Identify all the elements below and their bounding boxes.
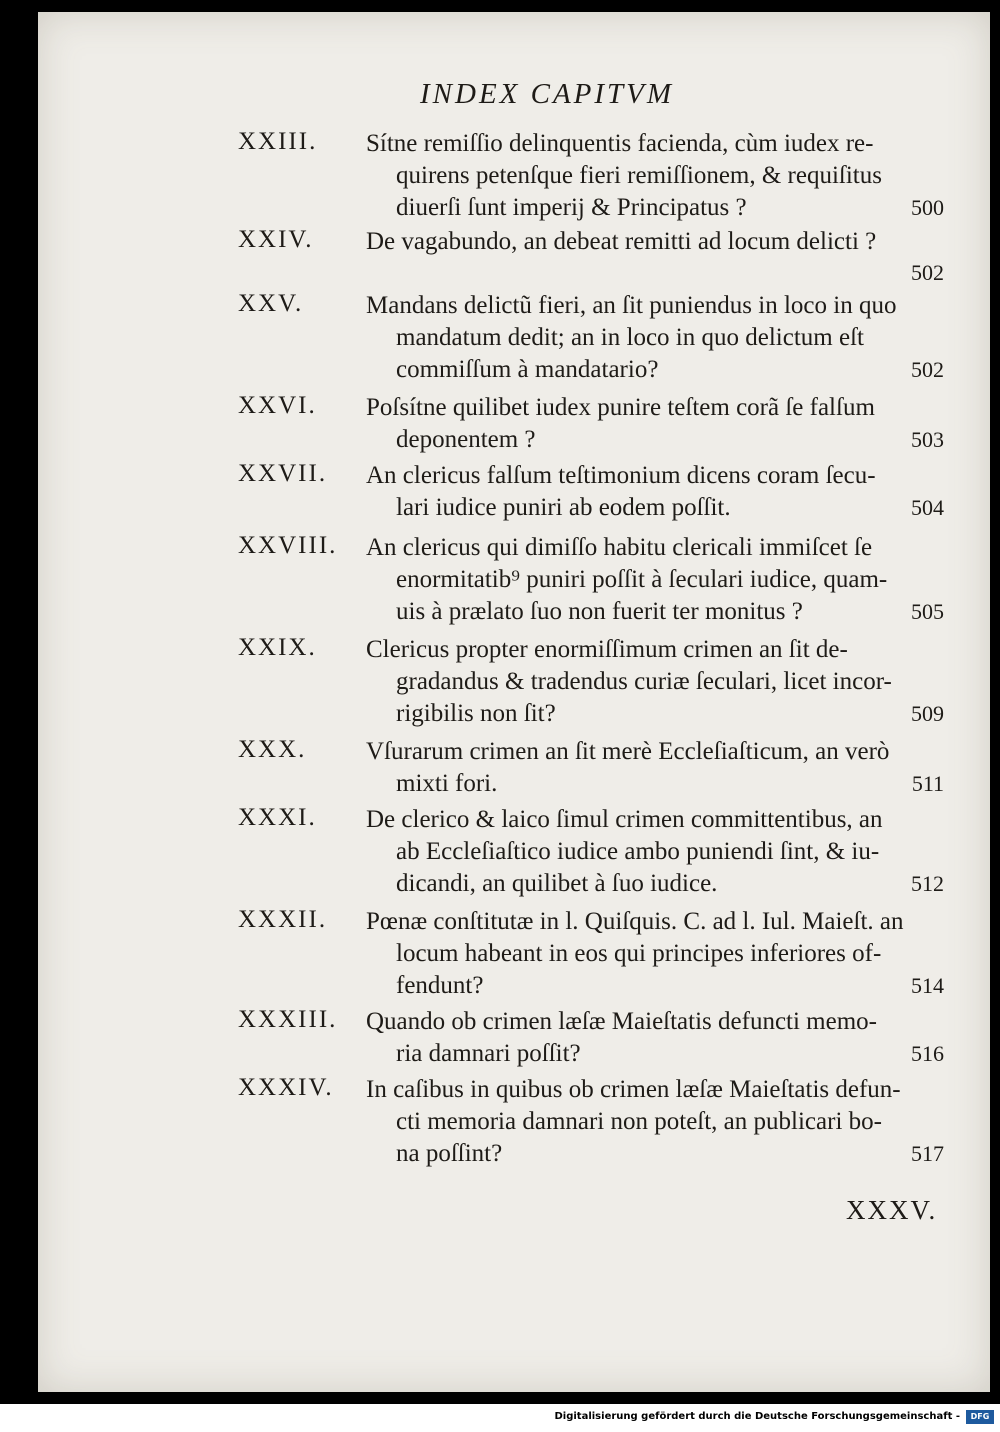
- chapter-number: XXVII.: [238, 460, 328, 487]
- page-reference: 511: [911, 771, 944, 796]
- entry-line: [238, 634, 948, 666]
- entry-text: In caſibus in quibus ob crimen læſæ Maieſtatis defun-: [366, 1076, 901, 1103]
- page-reference: 502: [911, 260, 944, 285]
- entry-line: [238, 192, 948, 224]
- page-reference: 503: [911, 427, 944, 452]
- index-entry: [238, 1074, 948, 1170]
- entry-text: na poſſint?: [396, 1140, 503, 1167]
- entry-text: quirens petenſque fieri remiſſionem, & requiſitus: [396, 162, 882, 189]
- entry-text: enormitatib⁹ puniri poſſit à ſeculari iudice, quam-: [396, 566, 888, 593]
- catchword: XXXV.: [846, 1195, 938, 1225]
- page-reference: 512: [911, 871, 944, 896]
- entry-line: [238, 906, 948, 938]
- dfg-logo-icon: DFG: [966, 1410, 994, 1424]
- page-reference: 502: [911, 357, 944, 382]
- index-entry: [238, 906, 948, 1002]
- entry-line: [238, 970, 948, 1002]
- entry-text: deponentem ?: [396, 426, 536, 453]
- running-header: INDEX CAPITVM: [420, 78, 675, 110]
- entry-line: [238, 1074, 948, 1106]
- entry-line: [238, 768, 948, 800]
- entry-line: [238, 564, 948, 596]
- entry-text: gradandus & tradendus curiæ ſeculari, licet incor-: [396, 668, 892, 695]
- index-entry: [238, 634, 948, 730]
- entry-line: [238, 354, 948, 386]
- index-entry: [238, 392, 948, 456]
- chapter-number: XXV.: [238, 290, 304, 317]
- entry-line: [238, 938, 948, 970]
- entry-text: An clericus qui dimiſſo habitu clericali immiſcet ſe: [366, 534, 873, 561]
- entry-text: Clericus propter enormiſſimum crimen an ſit de-: [366, 636, 848, 663]
- page-reference: 505: [911, 599, 944, 624]
- entry-line: [238, 424, 948, 456]
- index-entry: [238, 804, 948, 900]
- entry-text: Sítne remiſſio delinquentis facienda, cùm iudex re-: [366, 130, 874, 157]
- index-entry: [238, 1006, 948, 1070]
- entry-text: mixti fori.: [396, 770, 498, 797]
- entry-text: Quando ob crimen læſæ Maieſtatis defuncti memo-: [366, 1008, 877, 1035]
- entry-text: diuerſi ſunt imperij & Principatus ?: [396, 194, 747, 221]
- entry-text: rigibilis non ſit?: [396, 700, 556, 727]
- entry-text: locum habeant in eos qui principes inferiores of-: [396, 940, 882, 967]
- entry-line: [238, 290, 948, 322]
- entry-line: [238, 392, 948, 424]
- entry-text: dicandi, an quilibet à ſuo iudice.: [396, 870, 718, 897]
- entry-line: [238, 460, 948, 492]
- index-entry: [238, 128, 948, 224]
- footer-bar: [0, 1404, 1000, 1432]
- chapter-number: XXXIV.: [238, 1074, 334, 1101]
- chapter-number: XXVI.: [238, 392, 317, 419]
- index-entry: [238, 532, 948, 628]
- page-reference: 500: [911, 195, 944, 220]
- chapter-number: XXXIII.: [238, 1006, 338, 1033]
- chapter-number: XXXII.: [238, 906, 328, 933]
- entry-line: [238, 868, 948, 900]
- page-reference: 517: [911, 1141, 944, 1166]
- entry-line: [238, 804, 948, 836]
- entry-line: [238, 736, 948, 768]
- entry-text: Poſsítne quilibet iudex punire teſtem corã ſe falſum: [366, 394, 875, 421]
- page-reference: 509: [911, 701, 944, 726]
- entry-line: [238, 1038, 948, 1070]
- index-entry: [238, 290, 948, 386]
- entry-line: [238, 532, 948, 564]
- page-reference: 516: [911, 1041, 944, 1066]
- entry-text: lari iudice puniri ab eodem poſſit.: [396, 494, 731, 521]
- footer-text: Digitalisierung gefördert durch die Deutsche Forschungsgemeinschaft -: [554, 1411, 960, 1422]
- chapter-number: XXXI.: [238, 804, 317, 831]
- entry-text: ab Eccleſiaſtico iudice ambo puniendi ſint, & iu-: [396, 838, 880, 865]
- entry-line: [238, 596, 948, 628]
- entry-line: [238, 322, 948, 354]
- entry-text: Vſurarum crimen an ſit merè Eccleſiaſticum, an verò: [366, 738, 890, 765]
- entry-text: De clerico & laico ſimul crimen committentibus, an: [366, 806, 883, 833]
- entry-text: An clericus falſum teſtimonium dicens coram ſecu-: [366, 462, 876, 489]
- entry-text: commiſſum à mandatario?: [396, 356, 659, 383]
- entry-line: [238, 836, 948, 868]
- index-entry: [238, 736, 948, 800]
- entry-line: [238, 666, 948, 698]
- entry-line: [238, 1106, 948, 1138]
- chapter-number: XXIII.: [238, 128, 318, 155]
- chapter-number: XXVIII.: [238, 532, 338, 559]
- entry-line: [238, 160, 948, 192]
- entry-line: [238, 1138, 948, 1170]
- index-entry: [238, 226, 948, 288]
- entry-line: [238, 1006, 948, 1038]
- page-reference: 514: [911, 973, 944, 998]
- entry-line: [238, 226, 948, 258]
- entry-text: mandatum dedit; an in loco in quo delictum eſt: [396, 324, 864, 351]
- chapter-number: XXX.: [238, 736, 307, 763]
- entry-line: [238, 492, 948, 524]
- chapter-number: XXIX.: [238, 634, 317, 661]
- entry-text: De vagabundo, an debeat remitti ad locum delicti ?: [366, 228, 877, 255]
- entry-text: Mandans delictũ fieri, an ſit puniendus in loco in quo: [366, 292, 897, 319]
- entry-text: fendunt?: [396, 972, 484, 999]
- entry-text: cti memoria damnari non poteſt, an publicari bo-: [396, 1108, 882, 1135]
- index-entry: [238, 460, 948, 524]
- entry-text: ria damnari poſſit?: [396, 1040, 581, 1067]
- entry-text: Pœnæ conſtitutæ in l. Quiſquis. C. ad l. Iul. Maieſt. an: [366, 908, 904, 935]
- entry-text: uis à prælato ſuo non fuerit ter monitus ?: [396, 598, 803, 625]
- entry-line: [238, 698, 948, 730]
- page-reference: 504: [911, 495, 944, 520]
- chapter-number: XXIV.: [238, 226, 314, 253]
- entry-line: [238, 128, 948, 160]
